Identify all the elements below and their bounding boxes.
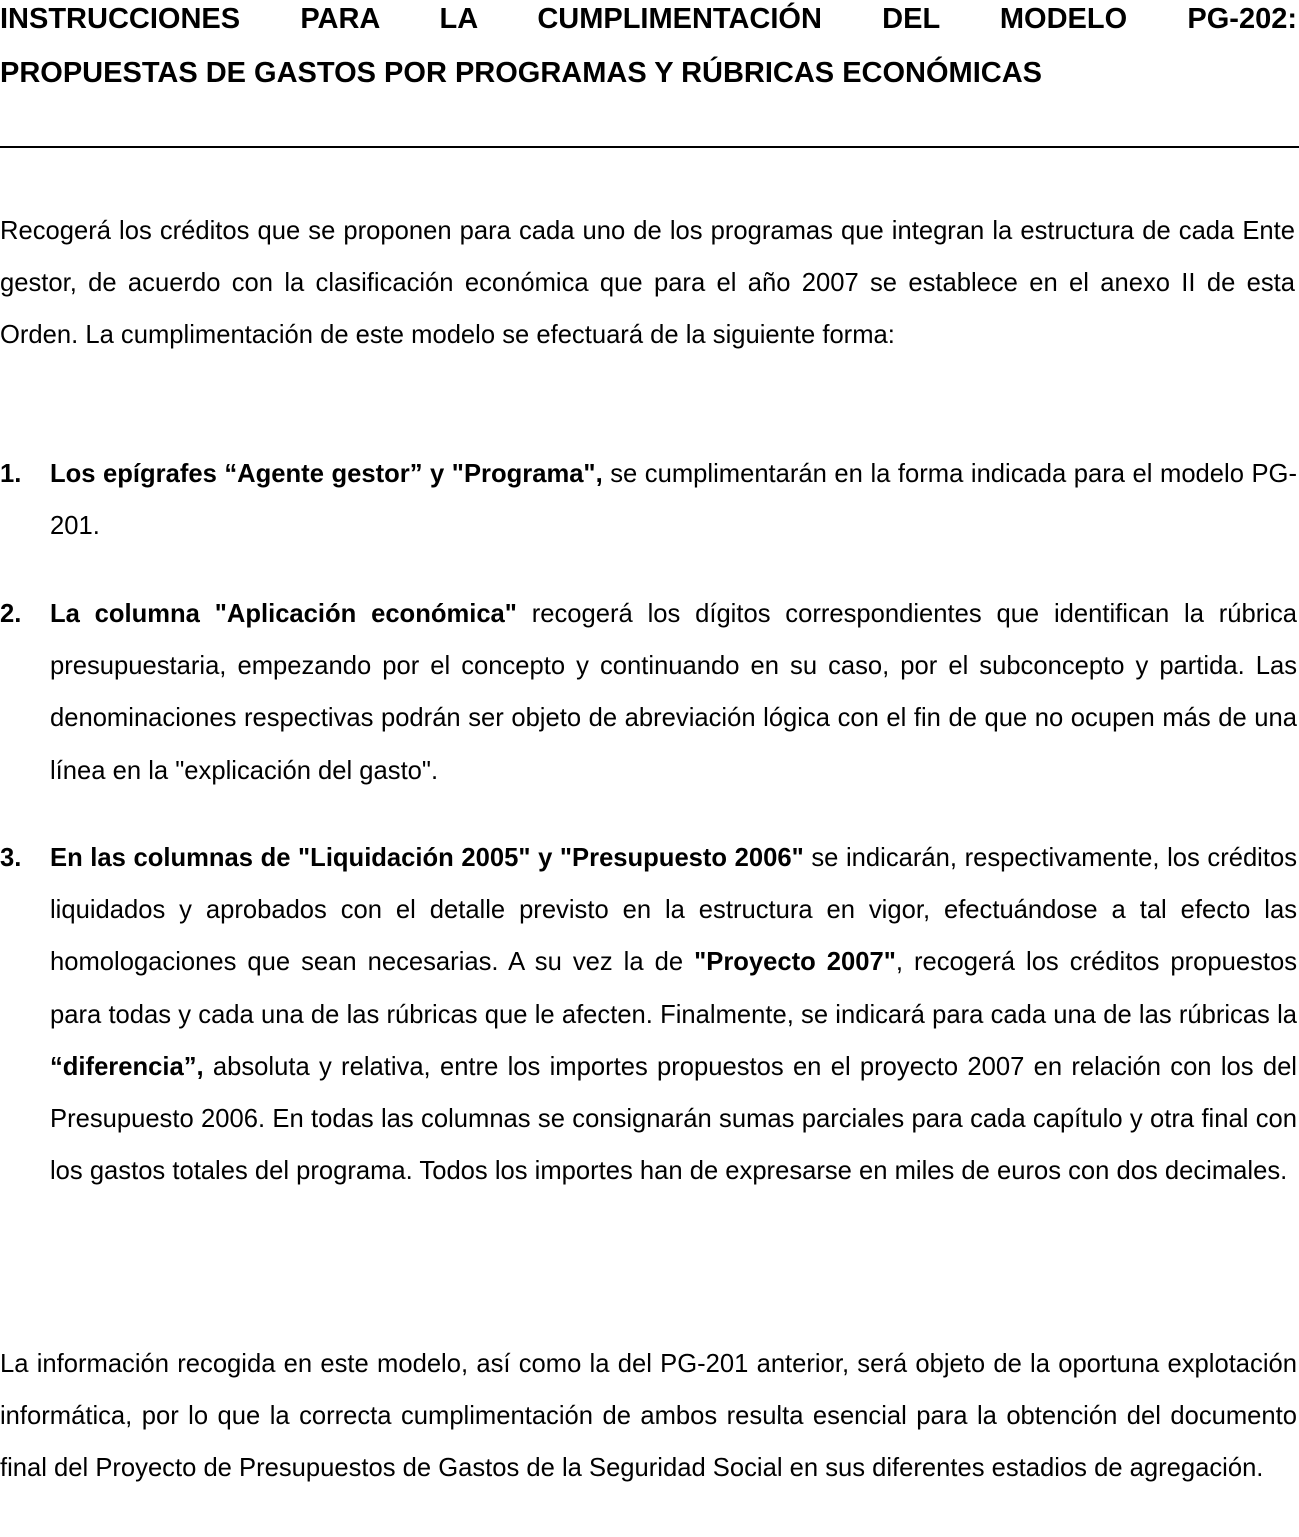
- item-number: 1.: [0, 460, 22, 488]
- item-number: 2.: [0, 600, 22, 628]
- item-text: absoluta y relativa, entre los importes propuestos en el proyecto 2007 en relación con los del Presupuesto 2006. En todas las columnas se consignarán sumas parciales para cada capítulo y otra final con los gastos totales del programa. Todos los importes han de expresarse en miles de euros con dos decimales.: [50, 1052, 1297, 1186]
- item-emphasis: “diferencia”,: [50, 1052, 204, 1081]
- item-text: se cumplimentarán en la forma indicada para el modelo PG-201.: [50, 460, 1297, 541]
- item-number: 3.: [0, 844, 22, 872]
- title-divider: [0, 146, 1299, 148]
- item-body: [50, 832, 1297, 1197]
- closing-paragraph: La información recogida en este modelo, así como la del PG-201 anterior, será objeto de la oportuna explotación informática, por lo que la correcta cumplimentación de ambos resulta esencial para la obtención del documento final del Proyecto de Presupuestos de Gastos de la Seguridad Social en sus diferentes estadios de agregación.: [0, 1350, 1297, 1483]
- item-body: [50, 448, 1297, 552]
- item-emphasis: "Proyecto 2007": [694, 948, 896, 977]
- item-heading: Los epígrafes “Agente gestor” y "Programa",: [50, 460, 603, 488]
- item-heading: La columna "Aplicación económica": [50, 600, 517, 628]
- page-title-line-1: INSTRUCCIONES PARA LA CUMPLIMENTACIÓN DEL MODELO PG-202:: [0, 3, 1297, 35]
- item-text: , recogerá los créditos propuestos para todas y cada una de las rúbricas que le afecten. Finalmente, se indicará para cada una de las rúbricas la: [50, 948, 1298, 1029]
- item-heading: En las columnas de "Liquidación 2005" y "Presupuesto 2006": [50, 844, 804, 872]
- item-text: recogerá los dígitos correspondientes que identifican la rúbrica presupuestaria, empezando por el concepto y continuando en su caso, por el subconcepto y partida. Las denominaciones respectivas podrán ser objeto de abreviación lógica con el fin de que no ocupen más de una línea en la "explicación del gasto".: [50, 600, 1297, 785]
- item-body: [50, 588, 1297, 797]
- intro-paragraph: Recogerá los créditos que se proponen para cada uno de los programas que integran la estructura de cada Ente gestor, de acuerdo con la clasificación económica que para el año 2007 se establece en el anexo II de esta Orden. La cumplimentación de este modelo se efectuará de la siguiente forma:: [0, 217, 1295, 350]
- item-text: se indicarán, respectivamente, los créditos liquidados y aprobados con el detalle previsto en la estructura en vigor, efectuándose a tal efecto las homologaciones que sean necesarias. A su vez la de: [50, 844, 1298, 977]
- page-title-line-2: PROPUESTAS DE GASTOS POR PROGRAMAS Y RÚBRICAS ECONÓMICAS: [0, 57, 1042, 89]
